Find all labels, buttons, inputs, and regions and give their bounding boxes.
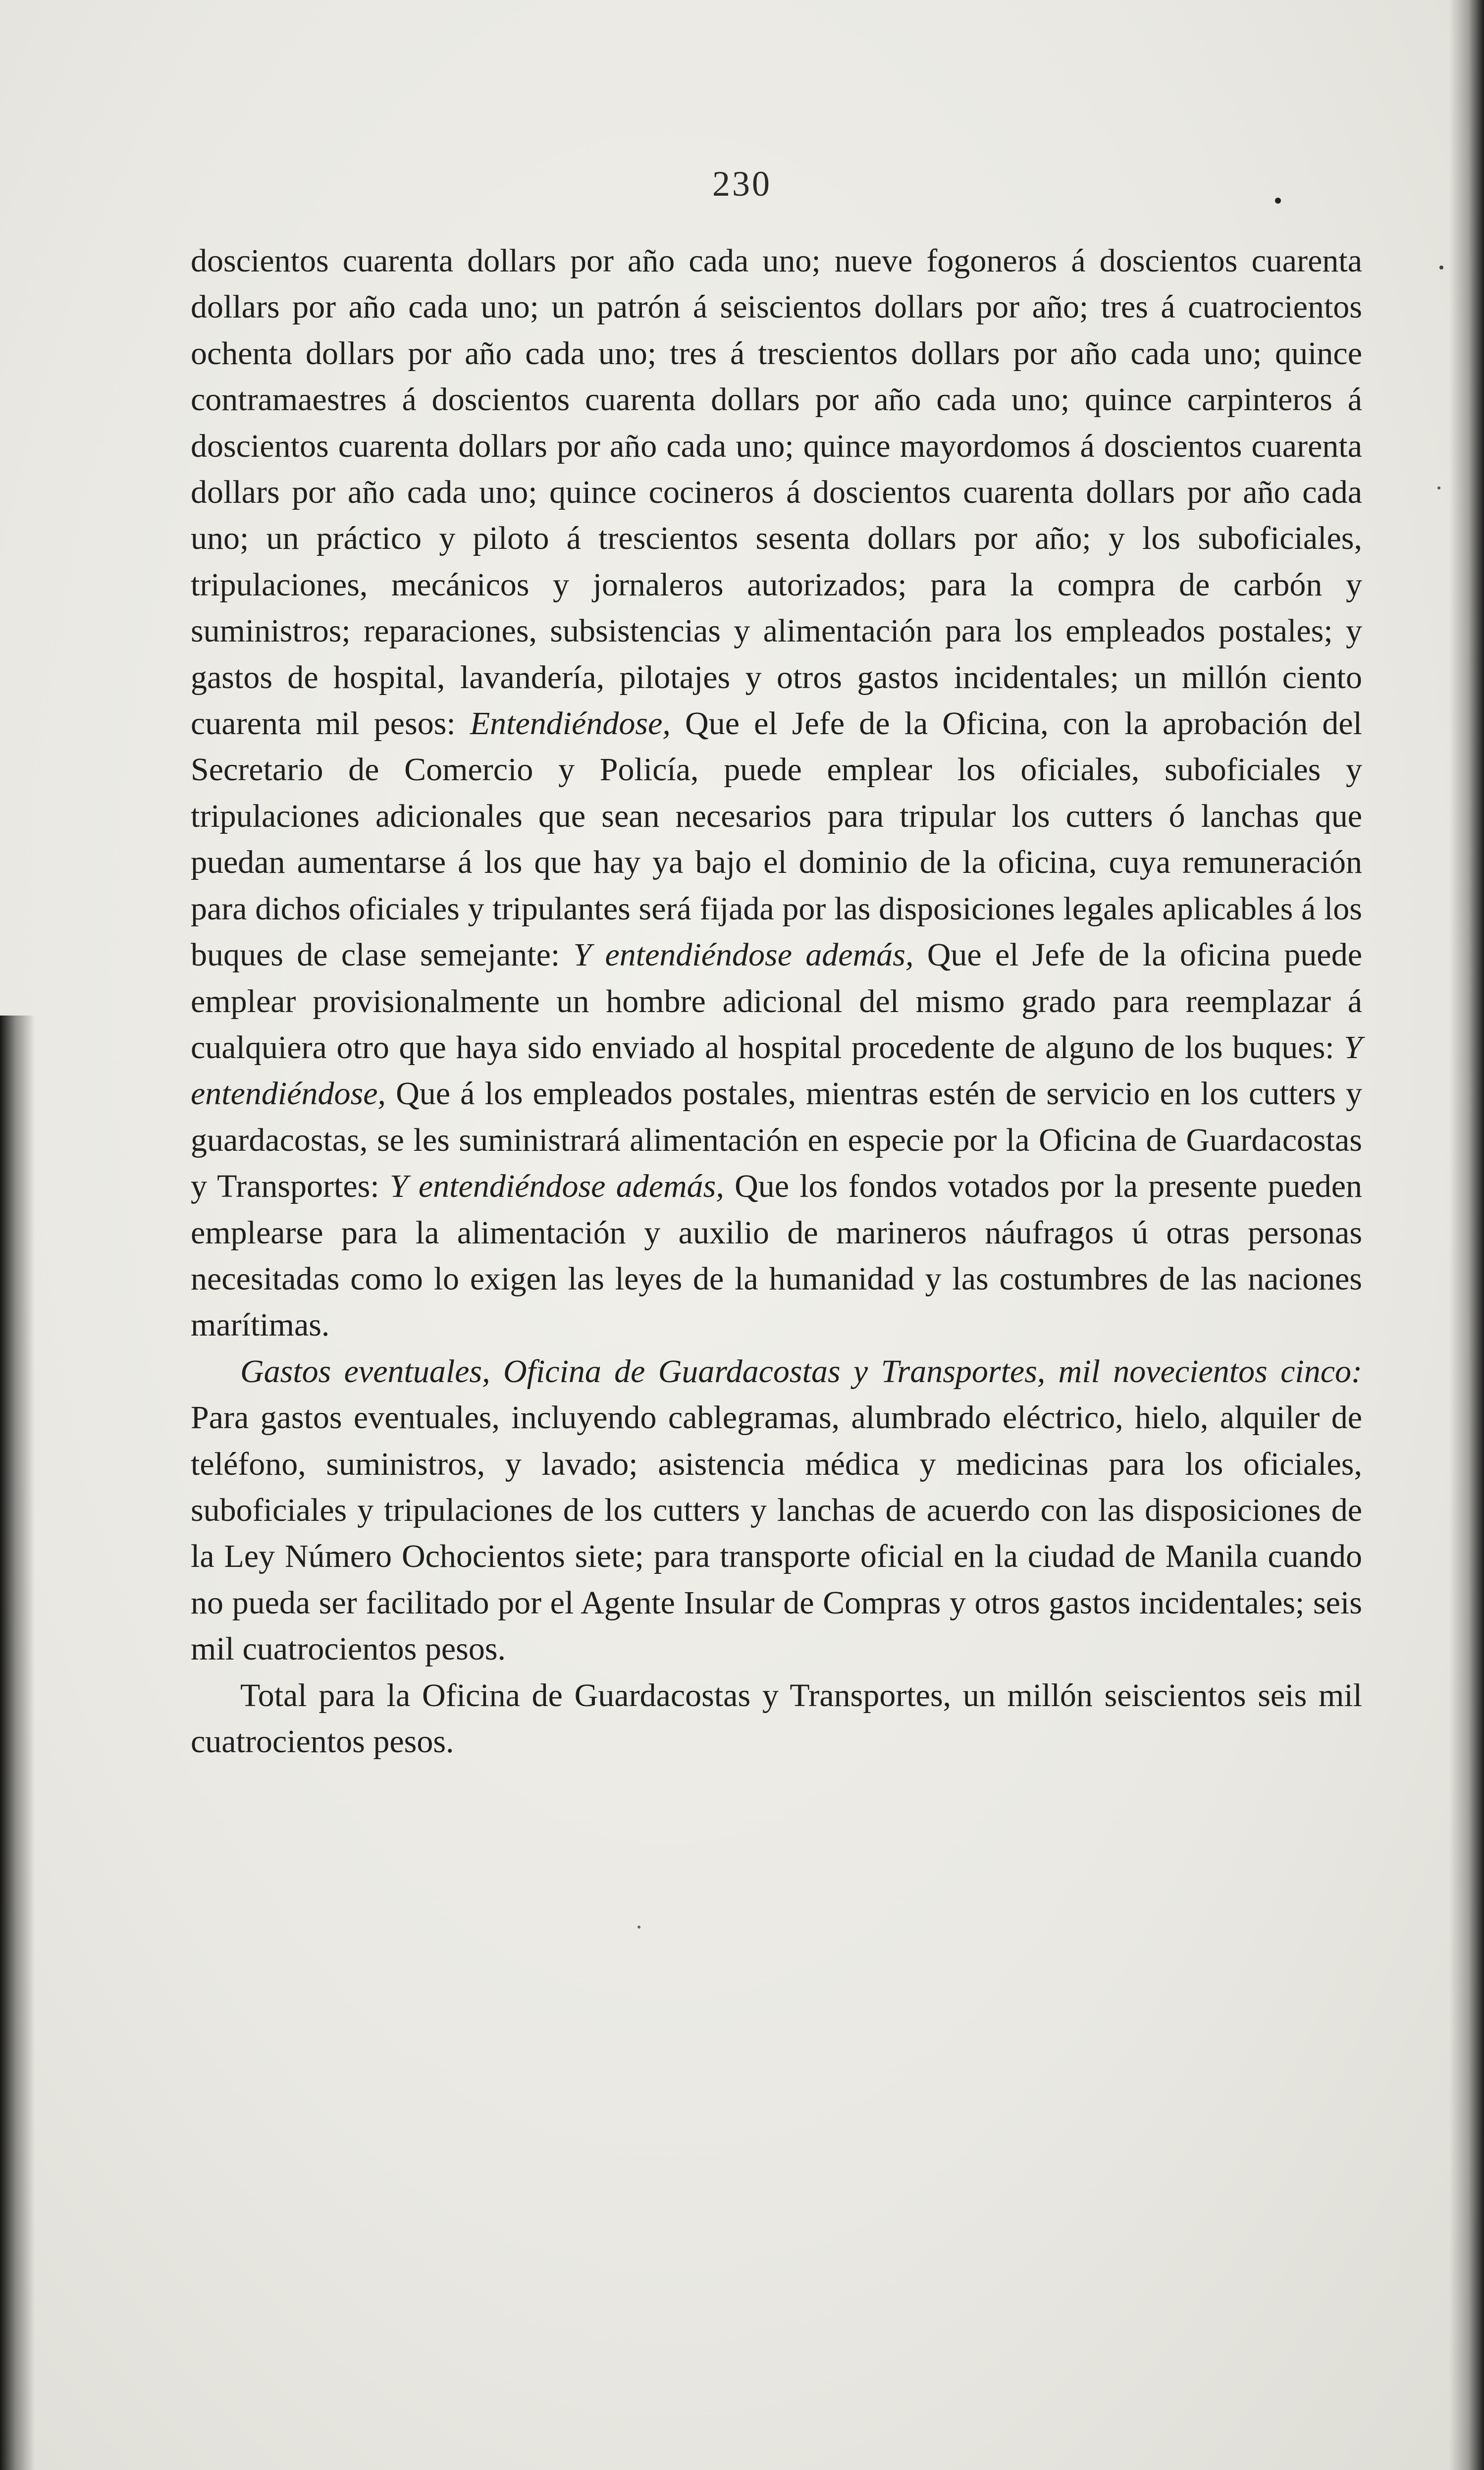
proviso-italic: Y entendiéndose además, bbox=[389, 1168, 724, 1205]
paragraph-contingent-expenses bbox=[191, 1348, 1362, 1672]
proviso-italic: Entendiéndose, bbox=[470, 705, 671, 742]
paragraph-text: Para gastos eventuales, incluyendo cablegramas, alumbrado eléctrico, hielo, alquiler de teléfono, suministros, y lavado; asistencia médica y medicinas para los oficiales, suboficiales y tripulaciones de los cutters y lanchas de acuerdo con las disposiciones de la Ley Número Ochocientos siete; para transporte oficial en la ciudad de Manila cuando no pueda ser facilitado por el Agente Insular de Compras y otros gastos incidentales; seis mil cuatrocientos pesos. bbox=[191, 1399, 1362, 1667]
body-text bbox=[191, 238, 1362, 1765]
section-heading-italic: Gastos eventuales, Oficina de Guardacostas y Transportes, mil novecientos cinco: bbox=[240, 1353, 1362, 1390]
paragraph-text: Que el Jefe de la Oficina, con la aprobación del Secretario de Comercio y Policía, puede emplear los oficiales, suboficiales y tripulaciones adicionales que sean necesarios para tripular los cutters ó lanchas que puedan aumentarse á los que hay ya bajo el dominio de la oficina, cuya remuneración para dichos oficiales y tripulantes será fijada por las disposiciones legales aplicables á los buques de clase semejante: bbox=[191, 705, 1362, 973]
binding-shadow bbox=[1449, 0, 1484, 2470]
paragraph-total bbox=[191, 1672, 1362, 1765]
proviso-italic: Y entendiéndose, bbox=[191, 1029, 1362, 1112]
proviso-italic: Y entendiéndose además, bbox=[573, 937, 914, 973]
paragraph-text: Que los fondos votados por la presente pueden emplearse para la alimentación y auxilio de marineros náufragos ú otras personas necesitadas como lo exigen las leyes de la humanidad y las costumbres de las naciones marítimas. bbox=[191, 1168, 1362, 1343]
paragraph-text: doscientos cuarenta dollars por año cada uno; nueve fogoneros á doscientos cuarenta dollars por año cada uno; un patrón á seiscientos dollars por año; tres á cuatrocientos ochenta dollars por año cada uno; tres á trescientos dollars por año cada uno; quince contramaestres á doscientos cuarenta dollars por año cada uno; quince carpinteros á doscientos cuarenta dollars por año cada uno; quince mayordomos á doscientos cuarenta dollars por año cada uno; quince cocineros á doscientos cuarenta dollars por año cada uno; un práctico y piloto á trescientos sesenta dollars por año; y los suboficiales, tripulaciones, mecánicos y jornaleros autorizados; para la compra de carbón y suministros; reparaciones, subsistencias y alimentación para los empleados postales; y gastos de hospital, lavandería, pilotajes y otros gastos incidentales; un millón ciento cuarenta mil pesos: bbox=[191, 243, 1362, 742]
page-number: 230 bbox=[712, 164, 772, 204]
paragraph-salaries bbox=[191, 238, 1362, 1348]
paragraph-text: Que á los empleados postales, mientras estén de servicio en los cutters y guardacostas, se les suministrará alimentación en especie por la Oficina de Guardacostas y Transportes: bbox=[191, 1075, 1362, 1205]
paragraph-text: Que el Jefe de la oficina puede emplear provisionalmente un hombre adicional del mismo grado para reemplazar á cualquiera otro que haya sido enviado al hospital procedente de alguno de los buques: bbox=[191, 937, 1362, 1066]
scan-edge-shadow bbox=[0, 1016, 35, 2470]
paragraph-text: Total para la Oficina de Guardacostas y Transportes, un millón seiscientos seis mil cuatrocientos pesos. bbox=[191, 1677, 1362, 1760]
